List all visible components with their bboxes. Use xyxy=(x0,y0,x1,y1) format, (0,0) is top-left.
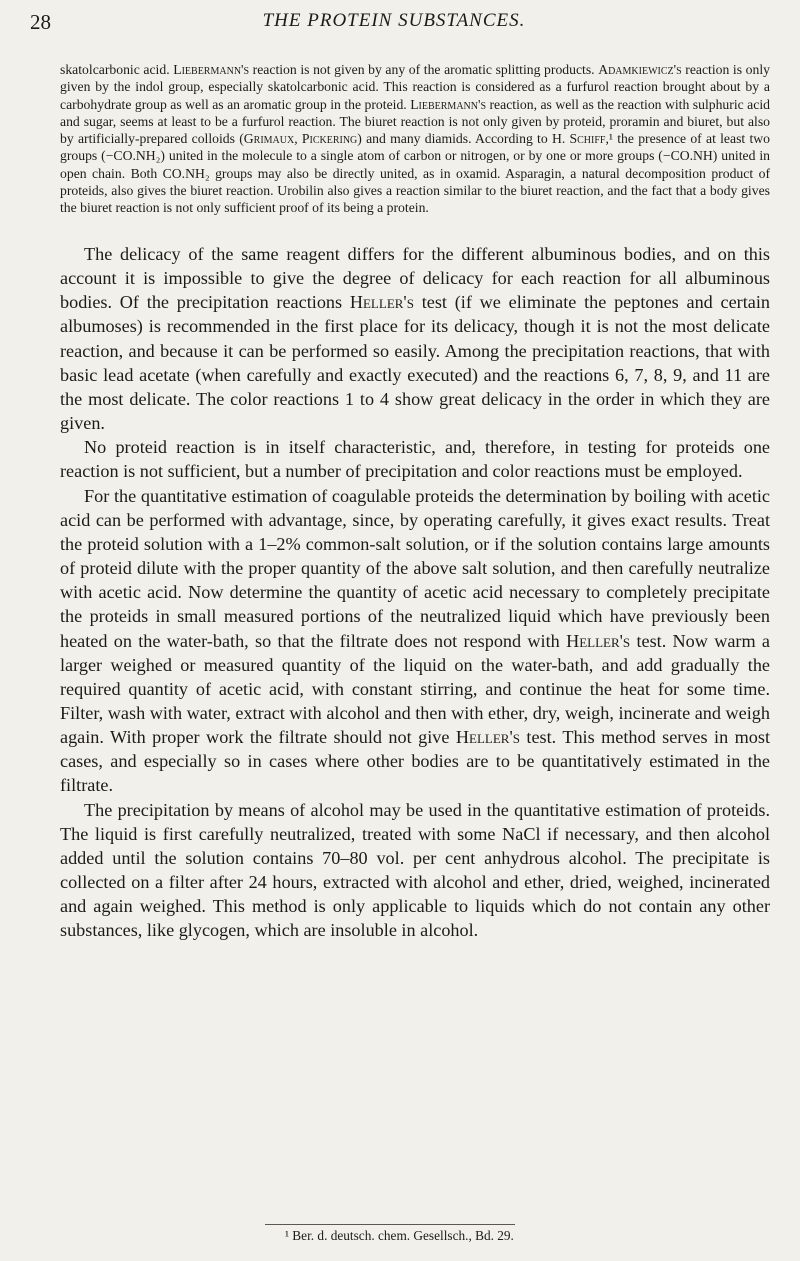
author-name: Grimaux, Pickering xyxy=(243,131,358,147)
text-run: The delicacy of the same reagent differs for the different albuminous bodies, and on this account it is impossible to give the degree of delicacy for each reaction for all albuminous bodies. Of the precipitation reactions xyxy=(60,244,770,313)
text-run: reaction is not given by any of the aromatic splitting products. xyxy=(249,62,599,77)
small-print-block xyxy=(60,61,770,217)
running-title: THE PROTEIN SUBSTANCES. xyxy=(262,10,526,31)
text-run: ) and many diamids. According to H. xyxy=(357,131,570,147)
text-run: The precipitation by means of alcohol may be used in the quantitative estimation of proteids. The liquid is first carefully neutralized, treated with some NaCl if necessary, and then alcohol added until the solution contains 70–80 vol. per cent anhydrous alcohol. The precipitate is collected on a filter after 24 hours, extracted with alcohol and ether, dried, weighed, incinerated and again weighed. This method is only applicable to liquids which do not contain any other substances, like glycogen, which are insoluble in alcohol. xyxy=(60,799,770,941)
text-run: skatolcarbonic acid. xyxy=(60,62,174,77)
text-run: For the quantitative estimation of coagulable proteids the determination by boiling with acetic acid can be performed with advantage, since, by operating carefully, it gives exact results. Treat the proteid solution with a 1–2% common-salt solution, or if the solution contains large amounts of proteid dilute with the proper quantity of the above salt solution, and then carefully neutralize with acetic acid. Now determine the quantity of acetic acid necessary to completely precipitate the proteids in small measured portions of the neutralized liquid which have previously been heated on the water-bath, so that the filtrate does not respond with xyxy=(60,485,770,651)
author-name: Liebermann's xyxy=(410,96,487,112)
text-run: test. Now warm a larger weighed or measured quantity of the liquid on the water-bath, and add gradually the required quantity of acetic acid, with constant stirring, and continue the heat for some time. Filter, wash with water, extract with alcohol and then with ether, dry, weigh, incinerate and weigh again. With proper work the filtrate should not give xyxy=(60,630,770,748)
text-run: test. This method serves in most cases, and especially so in cases where other bodies are to be quantitatively estimated in the filtrate. xyxy=(60,727,770,796)
main-text-block xyxy=(60,242,770,943)
text-run: test (if we eliminate the peptones and certain albumoses) is recommended in the first place for its delicacy, though it is not the most delicate reaction, and because it can be performed so easily. Among the precipitation reactions, that with basic lead acetate (when carefully and exactly executed) and the reactions 6, 7, 8, 9, and 11 are the most delicate. The color reactions 1 to 4 show great delicacy in the order in which they are given. xyxy=(60,292,770,434)
author-name: Heller's xyxy=(455,727,520,748)
paragraph xyxy=(60,484,770,798)
paragraph xyxy=(60,798,770,943)
author-name: Heller's xyxy=(566,630,631,651)
paragraph xyxy=(60,242,770,435)
text-run: ¹ the presence of at least two groups (−CO.NH₂) united in the molecule to a single atom of carbon or nitrogen, or by one or more groups (−CO.NH) united in open chain. Both CO.NH₂ groups may also be directly united, as in oxamid. Asparagin, a natural decomposition product of proteids, also gives the biuret reaction. Urobilin also gives a reaction similar to the biuret reaction, and the fact that a body gives the biuret reaction is not only sufficient proof of its being a protein. xyxy=(60,131,770,216)
text-run: reaction, as well as the reaction with sulphuric acid and sugar, seems at least to be a furfurol reaction. The biuret reaction is not only given by proteid, proramin and biuret, but also by artificially-prepared colloids ( xyxy=(60,96,770,147)
footnote: ¹ Ber. d. deutsch. chem. Gesellsch., Bd. 29. xyxy=(285,1228,514,1243)
author-name: Adamkiewicz's xyxy=(598,62,682,77)
paragraph xyxy=(60,61,770,217)
paragraph xyxy=(60,435,770,483)
page-number: 28 xyxy=(30,10,51,34)
footnote-divider xyxy=(265,1224,515,1225)
author-name: Heller's xyxy=(349,292,414,313)
author-name: Schiff, xyxy=(569,131,609,147)
text-run: reaction is only given by the indol group, especially skatolcarbonic acid. This reaction is considered as a furfurol reaction brought about by a carbohydrate group as well as an aromatic group in the proteid. xyxy=(60,62,770,112)
author-name: Liebermann's xyxy=(173,62,250,77)
text-run: No proteid reaction is in itself characteristic, and, therefore, in testing for proteids one reaction is not sufficient, but a number of precipitation and color reactions must be employed. xyxy=(60,437,770,482)
page-header xyxy=(30,10,758,42)
